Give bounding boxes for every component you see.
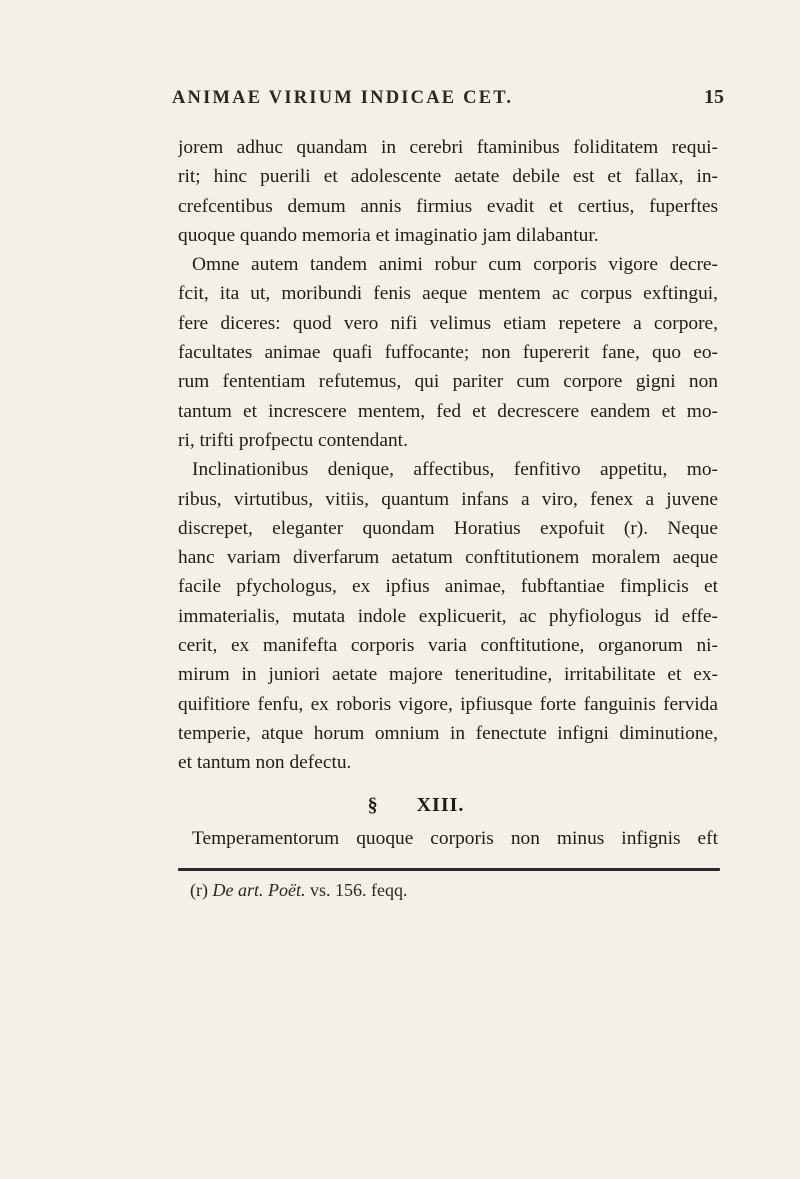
paragraph-3 bbox=[178, 455, 718, 777]
main-text bbox=[178, 133, 718, 778]
text-line: hanc variam diverfarum aetatum conftitutionem moralem aeque bbox=[178, 547, 718, 569]
section-first-line: Temperamentorum quoque corporis non minus infignis eft bbox=[192, 828, 718, 849]
section-heading bbox=[0, 794, 800, 817]
text-line: quifitiore fenfu, ex roboris vigore, ipfiusque forte fanguinis fervida bbox=[178, 693, 718, 715]
footnote-title: De art. Poët. bbox=[212, 880, 306, 900]
text-line: ribus, virtutibus, vitiis, quantum infans a viro, fenex a juvene bbox=[178, 488, 718, 510]
footnote-marker: (r) bbox=[190, 880, 208, 900]
text-line: facultates animae quafi fuffocante; non fupererit fane, quo eo- bbox=[178, 342, 718, 364]
text-line: rit; hinc puerili et adolescente aetate debile est et fallax, in- bbox=[178, 166, 718, 188]
text-line: mirum in juniori aetate majore teneritudine, irritabilitate et ex- bbox=[178, 664, 718, 686]
text-line: ri, trifti profpectu contendant. bbox=[178, 429, 408, 451]
text-line: fcit, ita ut, moribundi fenis aeque mentem ac corpus exftingui, bbox=[178, 283, 718, 305]
text-line: immaterialis, mutata indole explicuerit, ac phyfiologus id effe- bbox=[178, 605, 718, 627]
text-line: rum fententiam refutemus, qui pariter cum corpore gigni non bbox=[178, 371, 718, 393]
text-line: temperie, atque horum omnium in fenectute infigni diminutione, bbox=[178, 722, 718, 744]
paragraph-2 bbox=[178, 250, 718, 455]
text-line: crefcentibus demum annis firmius evadit et certius, fuperftes bbox=[178, 195, 718, 217]
footnote bbox=[190, 880, 407, 901]
section-mark: § bbox=[367, 794, 379, 816]
page-number: 15 bbox=[704, 86, 724, 108]
text-line: Omne autem tandem animi robur cum corporis vigore decre- bbox=[192, 254, 718, 276]
text-line: et tantum non defectu. bbox=[178, 752, 352, 774]
text-line: fere diceres: quod vero nifi velimus etiam repetere a corpore, bbox=[178, 312, 718, 334]
text-line: cerit, ex manifefta corporis varia conftitutione, organorum ni- bbox=[178, 635, 718, 657]
text-line: facile pfychologus, ex ipfius animae, fubftantiae fimplicis et bbox=[178, 576, 718, 598]
text-line: tantum et increscere mentem, fed et decrescere eandem et mo- bbox=[178, 400, 718, 422]
text-line: discrepet, eleganter quondam Horatius expofuit (r). Neque bbox=[178, 517, 718, 539]
text-line: Inclinationibus denique, affectibus, fenfitivo appetitu, mo- bbox=[192, 459, 718, 481]
text-line: jorem adhuc quandam in cerebri ftaminibus foliditatem requi- bbox=[178, 137, 718, 158]
text-line: quoque quando memoria et imaginatio jam dilabantur. bbox=[178, 224, 599, 246]
footnote-divider bbox=[178, 868, 720, 871]
section-number: XIII. bbox=[416, 794, 465, 816]
running-title: ANIMAE VIRIUM INDICAE CET. bbox=[172, 88, 514, 108]
paragraph-1 bbox=[178, 133, 718, 250]
footnote-locus: vs. 156. feqq. bbox=[309, 880, 408, 900]
